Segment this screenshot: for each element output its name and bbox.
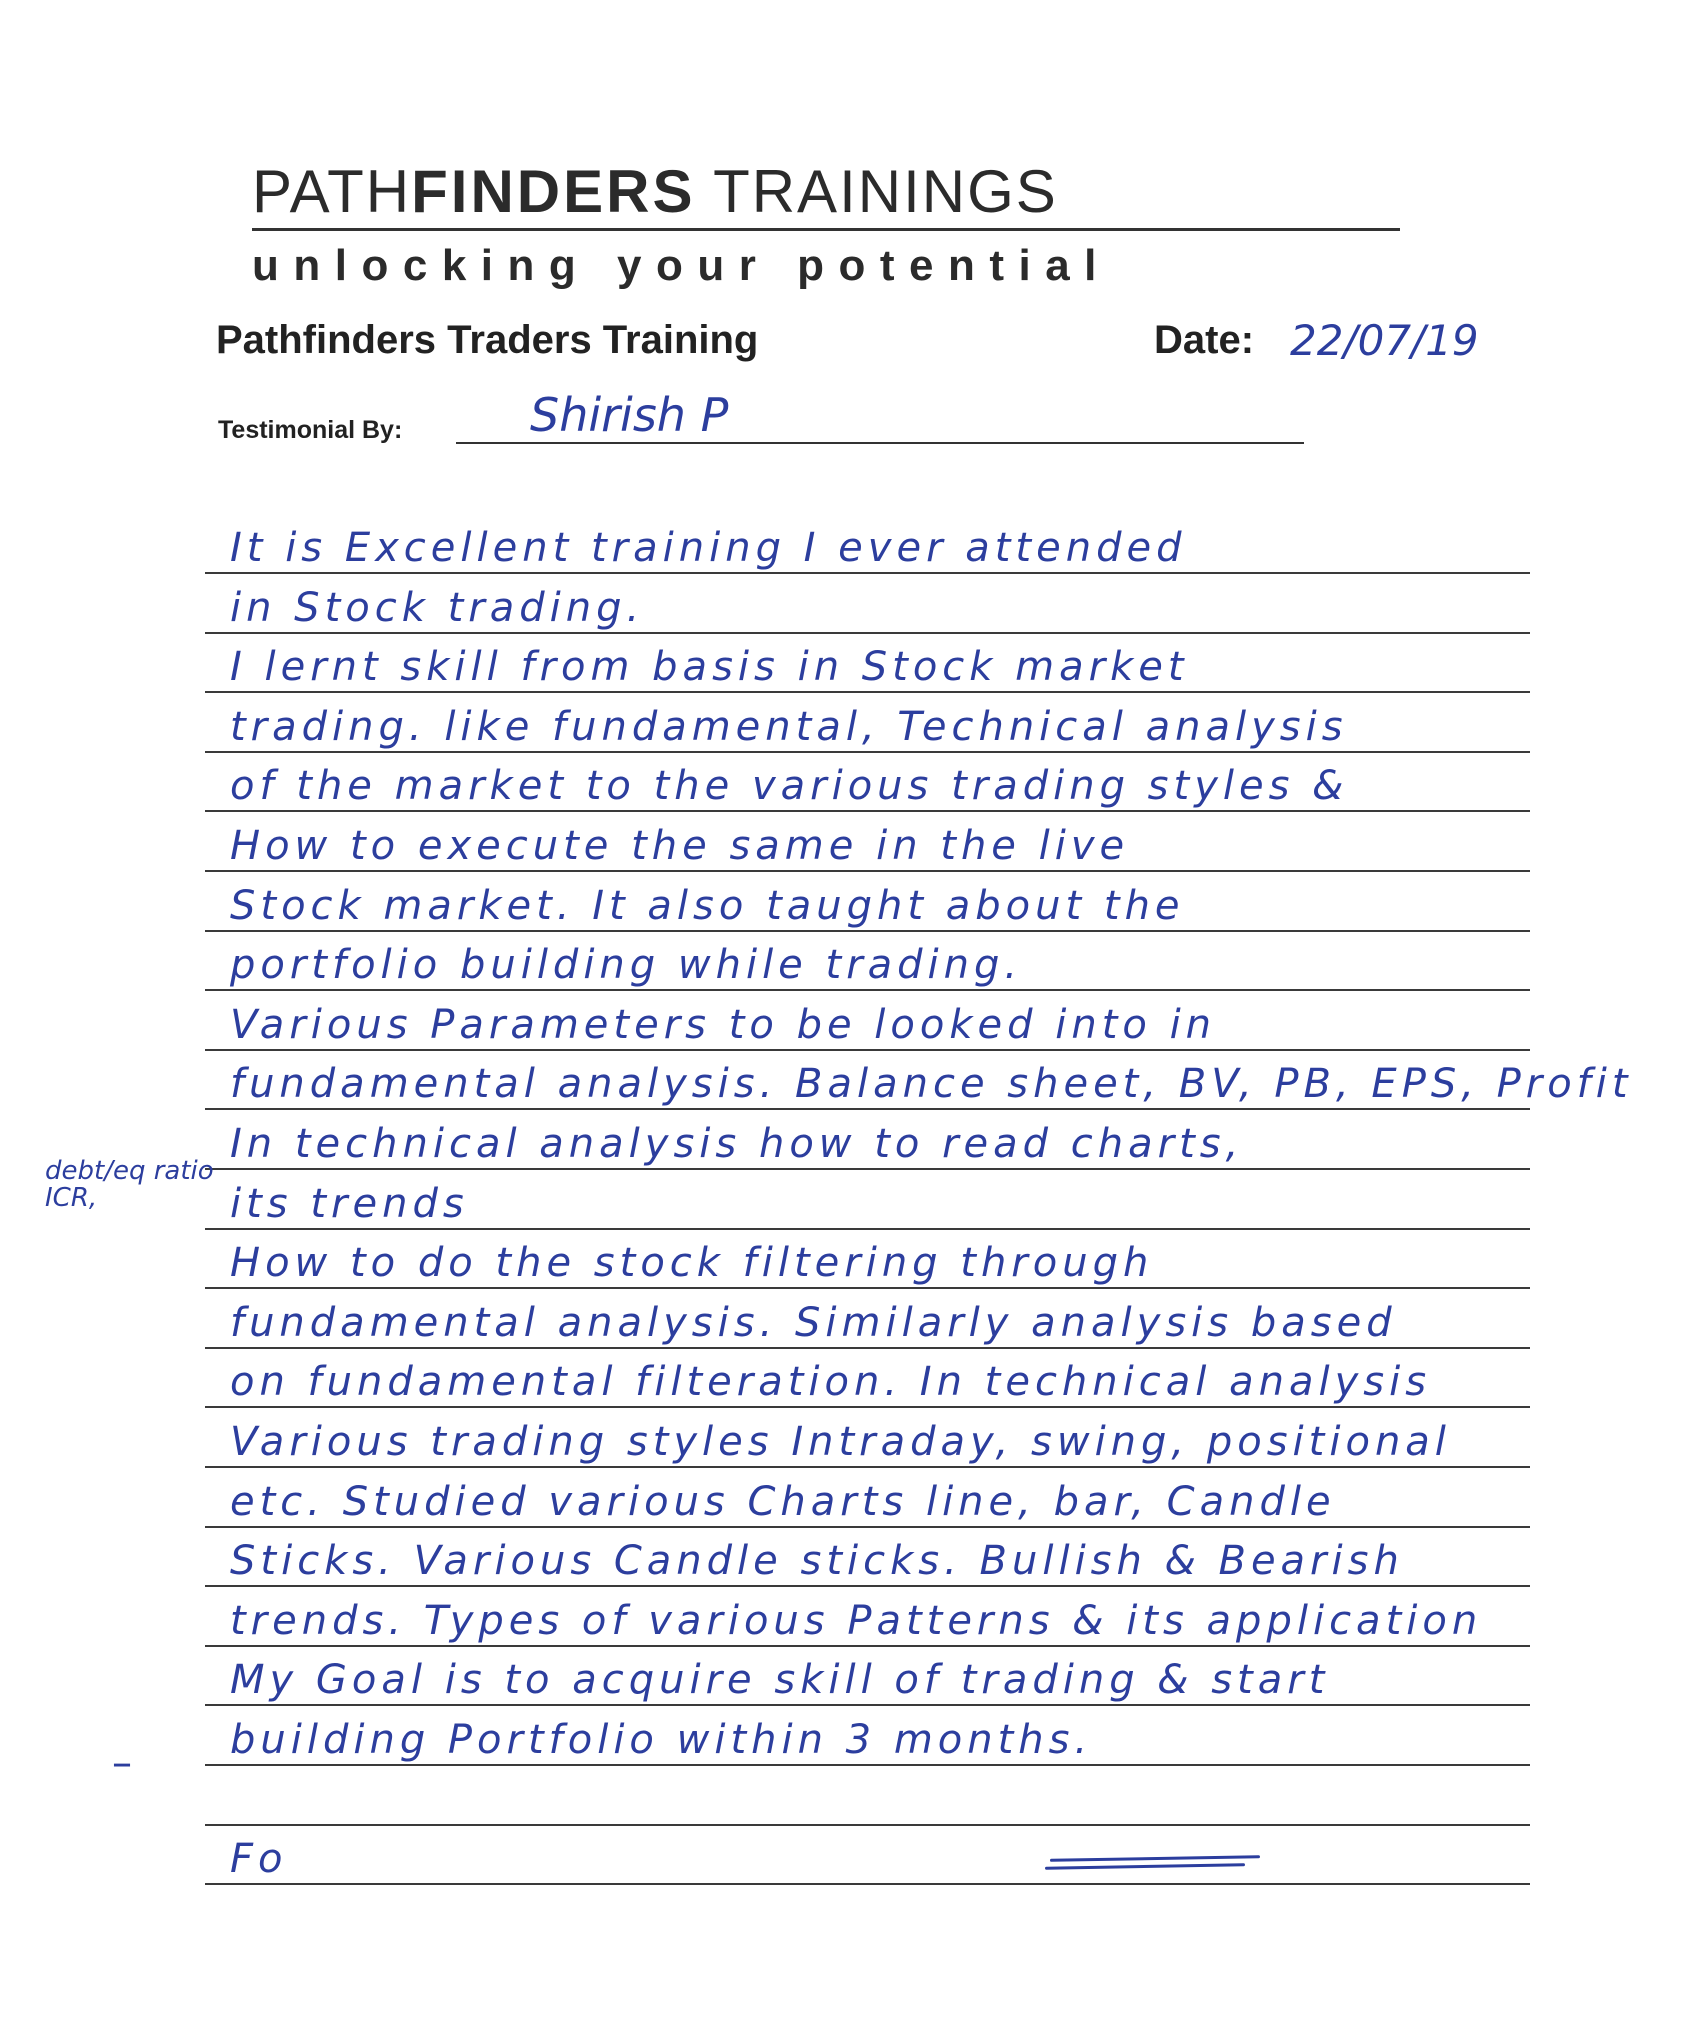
- ruled-line: [205, 1704, 1530, 1706]
- ruled-line: [205, 1049, 1530, 1051]
- handwritten-line: fundamental analysis. Similarly analysis based: [230, 1300, 1397, 1346]
- ruled-line: [205, 1585, 1530, 1587]
- margin-dash-mark: –: [112, 1740, 132, 1786]
- ruled-line: [205, 1406, 1530, 1408]
- ruled-line: [205, 1287, 1530, 1289]
- handwritten-line: Various trading styles Intraday, swing, positional: [230, 1419, 1451, 1465]
- testimonial-by-line: [456, 442, 1304, 444]
- handwritten-line: How to execute the same in the live: [230, 823, 1130, 869]
- brand-tagline: unlocking your potential: [252, 241, 1111, 290]
- date-value: 22/07/19: [1290, 316, 1479, 365]
- ruled-line: [205, 1347, 1530, 1349]
- ruled-line: [205, 930, 1530, 932]
- handwritten-line: Sticks. Various Candle sticks. Bullish & Bearish: [230, 1538, 1404, 1584]
- brand-logo: [252, 158, 1058, 225]
- margin-note-line: ICR,: [45, 1183, 98, 1214]
- handwritten-line: Fo: [230, 1836, 288, 1882]
- brand-part-finders: FINDERS: [411, 158, 696, 225]
- ruled-line: [205, 572, 1530, 574]
- ruled-line: [205, 989, 1530, 991]
- handwritten-line: on fundamental filteration. In technical analysis: [230, 1359, 1432, 1405]
- margin-annotation: [45, 1158, 214, 1213]
- handwritten-line: Various Parameters to be looked into in: [230, 1002, 1217, 1048]
- ruled-line: [205, 1764, 1530, 1766]
- handwritten-line: its trends: [230, 1181, 469, 1227]
- ruled-line: [205, 1228, 1530, 1230]
- emphasis-underline: [1045, 1863, 1245, 1869]
- handwritten-line: in Stock trading.: [230, 585, 645, 631]
- handwritten-line: of the market to the various trading styles &: [230, 763, 1349, 809]
- handwritten-line: portfolio building while trading.: [230, 942, 1023, 988]
- ruled-line: [205, 1645, 1530, 1647]
- ruled-line: [205, 1466, 1530, 1468]
- emphasis-underline: [1050, 1855, 1260, 1862]
- ruled-line: [205, 632, 1530, 634]
- date-label: Date:: [1154, 318, 1255, 362]
- handwritten-line: My Goal is to acquire skill of trading & start: [230, 1657, 1330, 1703]
- ruled-line: [205, 691, 1530, 693]
- handwritten-line: In technical analysis how to read charts,: [230, 1121, 1244, 1167]
- brand-part-path: PATH: [252, 158, 412, 225]
- handwritten-line: How to do the stock filtering through: [230, 1240, 1154, 1286]
- ruled-line: [205, 1883, 1530, 1885]
- ruled-line: [205, 1824, 1530, 1826]
- ruled-line: [205, 810, 1530, 812]
- ruled-line: [205, 1108, 1530, 1110]
- form-subtitle: Pathfinders Traders Training: [216, 318, 759, 362]
- handwritten-line: building Portfolio within 3 months.: [230, 1717, 1093, 1763]
- brand-underline: [252, 228, 1400, 231]
- handwritten-line: It is Excellent training I ever attended: [230, 525, 1187, 571]
- ruled-line: [205, 751, 1530, 753]
- handwritten-line: I lernt skill from basis in Stock market: [230, 644, 1189, 690]
- handwritten-line: trends. Types of various Patterns & its application: [230, 1598, 1483, 1644]
- brand-part-trainings: TRAININGS: [695, 158, 1058, 225]
- ruled-line: [205, 870, 1530, 872]
- margin-note-line: debt/eq ratio: [45, 1156, 214, 1186]
- testimonial-by-label: Testimonial By:: [218, 416, 403, 444]
- handwritten-line: Stock market. It also taught about the: [230, 883, 1185, 929]
- handwritten-line: trading. like fundamental, Technical analysis: [230, 704, 1348, 750]
- testimonial-author-name: Shirish P: [530, 388, 729, 442]
- handwritten-line: fundamental analysis. Balance sheet, BV, PB, EPS, Profit: [230, 1061, 1633, 1107]
- ruled-line: [205, 1526, 1530, 1528]
- handwritten-line: etc. Studied various Charts line, bar, Candle: [230, 1479, 1336, 1525]
- ruled-line: [205, 1168, 1530, 1170]
